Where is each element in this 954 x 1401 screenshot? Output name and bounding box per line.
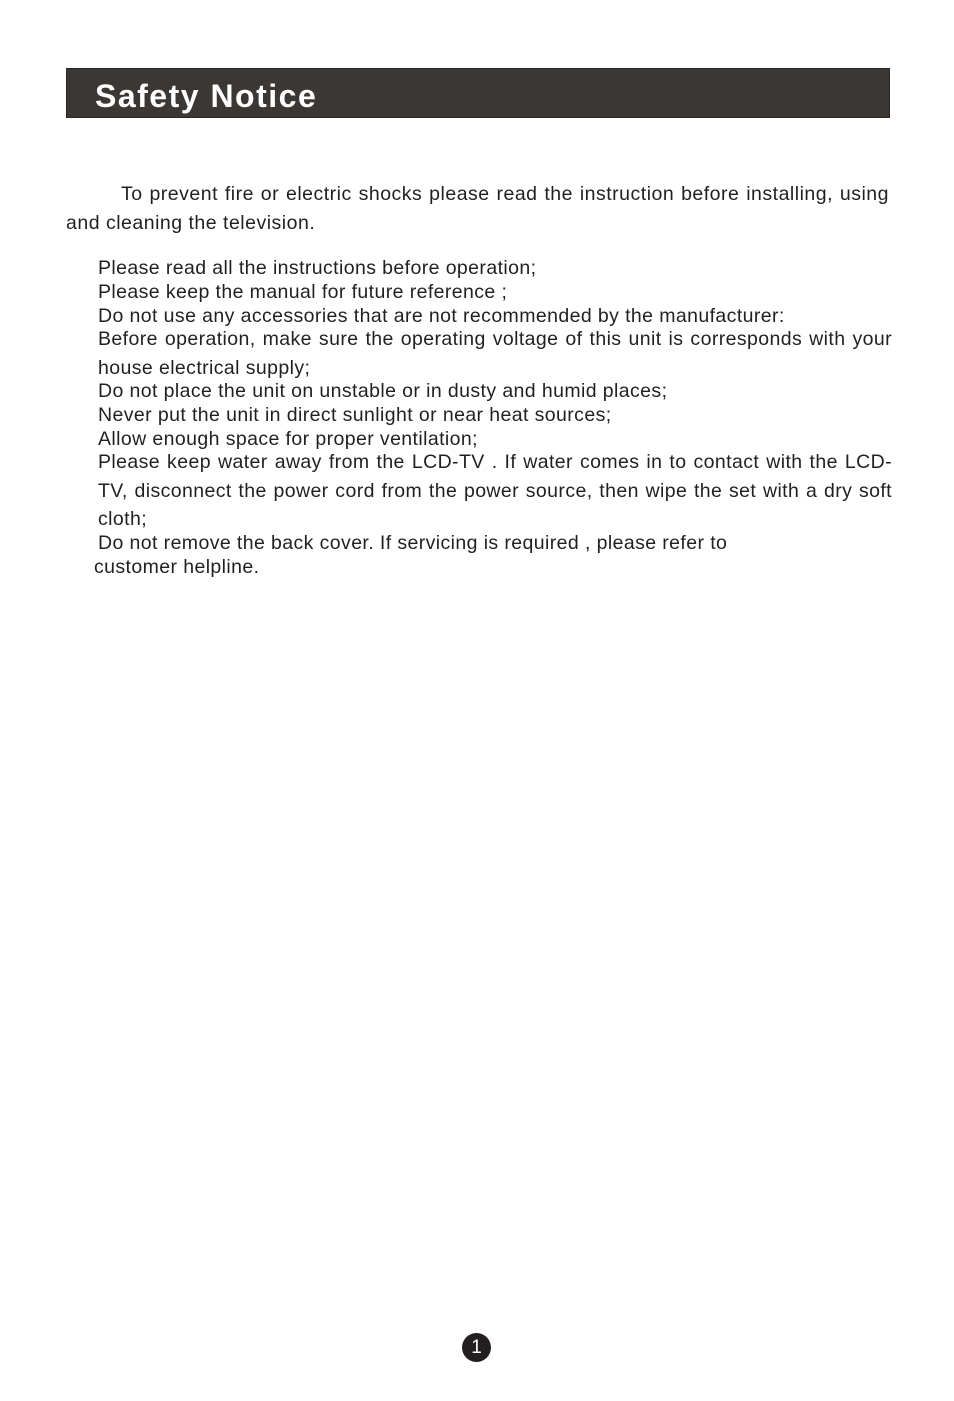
list-item: Do not use any accessories that are not recommended by the manufacturer: [98,305,785,327]
list-item: Never put the unit in direct sunlight or near heat sources; [98,404,612,426]
list-item: Please keep water away from the LCD-TV . If water comes in to contact with the LCD-TV, disconnect the power cord from the power source, then wipe the set with a dry soft cloth; [98,451,892,530]
section-header [66,68,890,118]
list-item: Please read all the instructions before operation; [98,257,537,279]
page-number-badge: 1 [462,1333,491,1362]
list-item: Before operation, make sure the operating voltage of this unit is corresponds with your house electrical supply; [98,328,892,379]
list-item: Allow enough space for proper ventilation; [98,428,478,450]
list-item: Do not place the unit on unstable or in dusty and humid places; [98,380,668,402]
safety-instructions-list [94,256,892,579]
page-title: Safety Notice [95,78,318,114]
list-item [94,531,892,579]
list-item-line: Do not remove the back cover. If servicing is required , please refer to [98,531,728,554]
intro-paragraph: To prevent fire or electric shocks please read the instruction before installing, using and cleaning the television. [66,183,889,234]
list-item-line: customer helpline. [94,555,260,578]
list-item: Please keep the manual for future reference ; [98,281,508,303]
